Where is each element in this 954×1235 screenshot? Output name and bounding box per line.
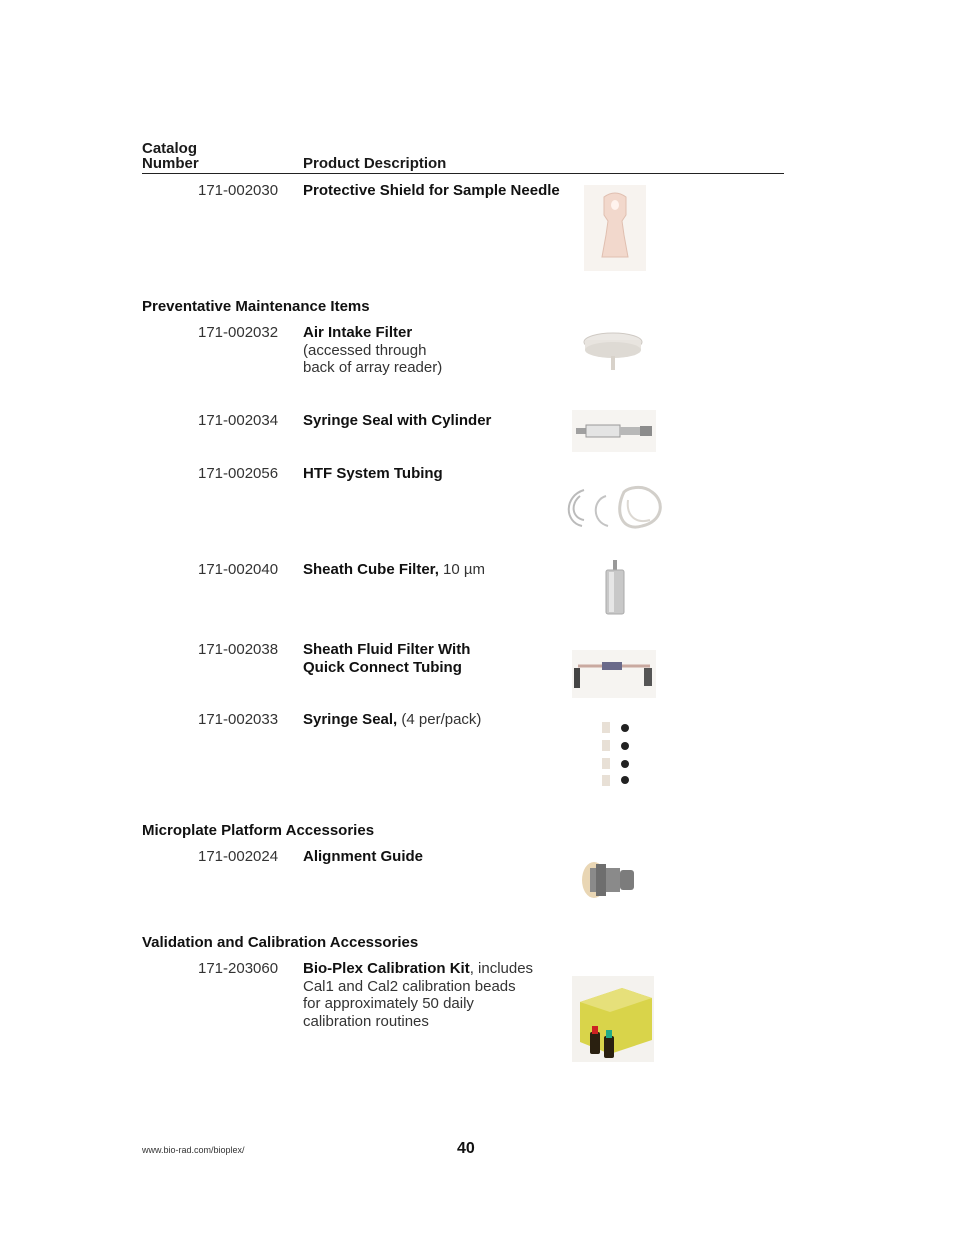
syringe-seal-cylinder-image [572,410,656,452]
product-detail: (4 per/pack) [397,711,482,728]
catalog-number: 171-002056 [198,465,279,482]
sheath-fluid-filter-image [572,650,656,698]
product-detail: 10 µm [438,561,486,578]
catalog-number: 171-002030 [198,182,279,199]
section-heading-maintenance: Preventative Maintenance Items [142,298,370,315]
catalog-number: 171-002034 [198,412,279,429]
product-description [303,641,563,676]
product-detail: , includes [469,960,534,977]
product-name: Sheath Fluid Filter With [303,641,471,658]
product-detail: calibration routines [303,1012,429,1030]
product-name: Bio-Plex Calibration Kit [303,960,470,977]
product-name: Quick Connect Tubing [303,658,462,676]
protective-shield-image [584,185,646,271]
product-description [303,960,543,1030]
catalog-number: 171-203060 [198,960,279,977]
product-description [303,561,563,579]
product-description-header: Product Description [303,155,447,172]
product-detail: for approximately 50 daily [303,995,474,1012]
sheath-cube-filter-image [600,560,630,616]
catalog-number: 171-002038 [198,641,279,658]
product-name: HTF System Tubing [303,465,443,482]
product-name: Protective Shield for Sample Needle [303,182,560,199]
htf-tubing-image [562,482,666,534]
air-intake-filter-image [582,328,644,374]
catalog-header-line1: Catalog [142,140,198,157]
product-description [303,412,563,430]
product-description [303,324,563,377]
product-description [303,182,583,200]
product-description [303,711,563,729]
page-number: 40 [457,1140,475,1157]
calibration-kit-image [572,976,654,1062]
catalog-header-line2: Number [142,155,199,172]
product-description [303,848,563,866]
catalog-number-header [142,141,199,171]
product-detail: (accessed through [303,341,427,359]
section-heading-validation: Validation and Calibration Accessories [142,934,419,951]
product-name: Syringe Seal, [303,711,398,728]
alignment-guide-image [574,846,638,914]
syringe-seal-pack-image [598,720,634,788]
catalog-number: 171-002040 [198,561,279,578]
product-name: Syringe Seal with Cylinder [303,412,492,429]
product-detail: back of array reader) [303,359,443,376]
product-name: Sheath Cube Filter, [303,561,439,578]
catalog-number: 171-002033 [198,711,279,728]
product-description [303,465,563,483]
product-name: Alignment Guide [303,848,423,865]
product-name: Air Intake Filter [303,324,413,341]
header-rule [142,173,784,174]
catalog-number: 171-002024 [198,848,279,865]
section-heading-microplate: Microplate Platform Accessories [142,822,375,839]
catalog-number: 171-002032 [198,324,279,341]
footer-url: www.bio-rad.com/bioplex/ [142,1145,245,1155]
product-detail: Cal1 and Cal2 calibration beads [303,977,516,995]
